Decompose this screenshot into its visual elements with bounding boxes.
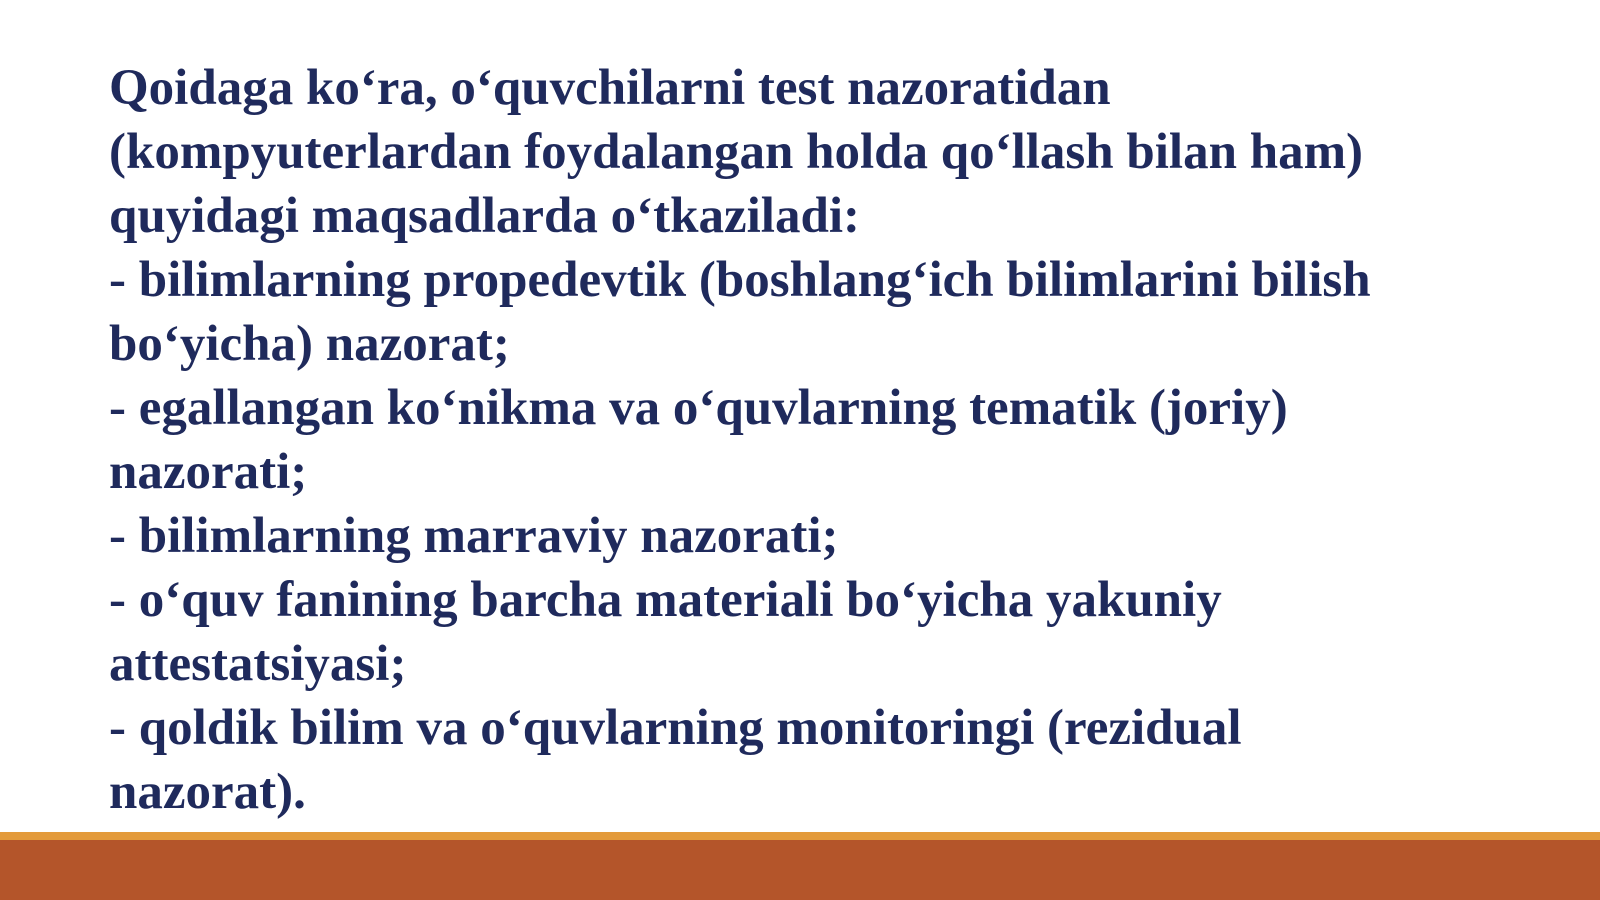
bullet-5-line-2: nazorat). xyxy=(109,764,306,820)
bullet-3-line-1: - bilimlarning marraviy nazorati; xyxy=(109,508,839,564)
footer-bar xyxy=(0,840,1600,900)
intro-line-2: (kompyuterlardan foydalangan holda qo‘llash bilan ham) xyxy=(109,124,1364,180)
bullet-4-line-1: - o‘quv fanining barcha materiali bo‘yicha yakuniy xyxy=(109,572,1222,628)
bullet-5-line-1: - qoldik bilim va o‘quvlarning monitoringi (rezidual xyxy=(109,700,1242,756)
bullet-1-line-1: - bilimlarning propedevtik (boshlang‘ich bilimlarini bilish xyxy=(109,252,1371,308)
intro-line-1: Qoidaga ko‘ra, o‘quvchilarni test nazoratidan xyxy=(109,60,1111,116)
bullet-2-line-2: nazorati; xyxy=(109,444,308,500)
slide-body-text xyxy=(109,56,1549,824)
footer-accent-stripe xyxy=(0,832,1600,840)
bullet-1-line-2: bo‘yicha) nazorat; xyxy=(109,316,510,372)
intro-line-3: quyidagi maqsadlarda o‘tkaziladi: xyxy=(109,188,860,244)
bullet-4-line-2: attestatsiyasi; xyxy=(109,636,407,692)
bullet-2-line-1: - egallangan ko‘nikma va o‘quvlarning tematik (joriy) xyxy=(109,380,1288,436)
